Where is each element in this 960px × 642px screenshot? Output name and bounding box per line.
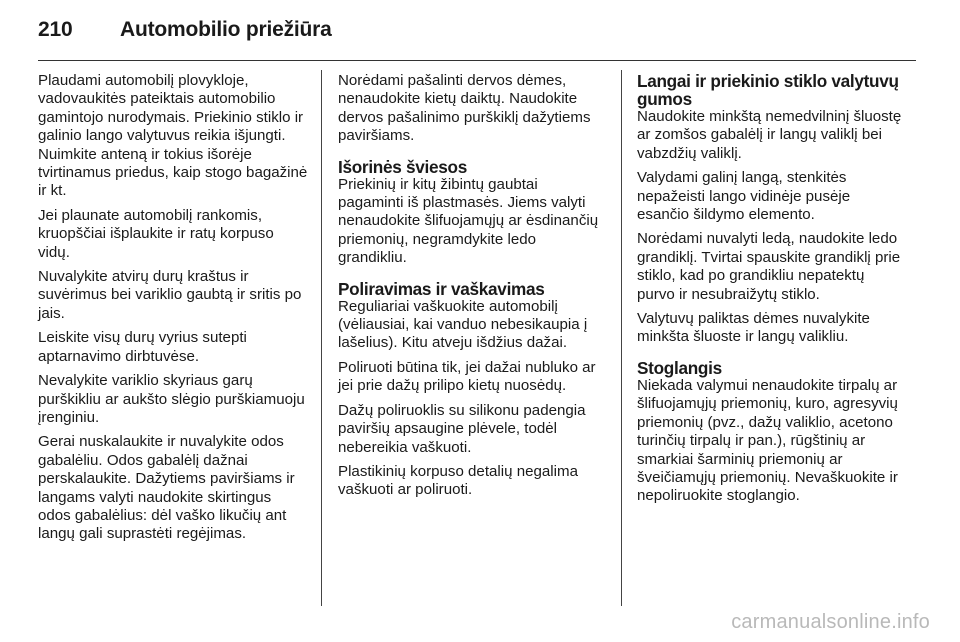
paragraph: Plaudami automobilį plovykloje, vadovaukitės pateiktais automobilio gamintojo nurodymais. Priekinio stiklo ir galinio lango valytuvus reikia išjungti. Nuimkite anteną ir tokius išorėje tvirtinamus priedus, kaip stogo bagažinė ir kt. bbox=[38, 72, 308, 200]
column-divider bbox=[621, 70, 622, 606]
paragraph: Valytuvų paliktas dėmes nuvalykite minkšta šluoste ir langų valikliu. bbox=[637, 310, 870, 346]
paragraph: Nevalykite variklio skyriaus garų purškikliu ar aukšto slėgio purškiamuoju įrenginiu. bbox=[38, 372, 305, 426]
paragraph: Plastikinių korpuso detalių negalima vaškuoti ar poliruoti. bbox=[338, 462, 578, 499]
paragraph: Naudokite minkštą nemedvilninį šluostę ar zomšos gabalėlį ir langų valiklį bei vabzdžių valiklį. bbox=[637, 108, 902, 162]
paragraph: Gerai nuskalaukite ir nuvalykite odos gabalėliu. Odos gabalėlį dažnai perskalaukite. Dažytiems paviršiams ir langams valyti naudokite skirtingus odos gabalėlius: dėl vaško likučių ant langų gali suprastėti regėjimas. bbox=[38, 433, 295, 543]
paragraph: Jei plaunate automobilį rankomis, kruopščiai išplaukite ir ratų korpuso vidų. bbox=[38, 206, 274, 261]
text-column-1 bbox=[38, 72, 308, 550]
page-title: Automobilio priežiūra bbox=[120, 18, 332, 41]
paragraph: Valydami galinį langą, stenkitės nepažeisti lango vidinėje pusėje esančio šildymo elemento. bbox=[637, 169, 851, 224]
paragraph: Leiskite visų durų vyrius sutepti aptarnavimo dirbtuvėse. bbox=[38, 329, 247, 365]
paragraph: Priekinių ir kitų žibintų gaubtai pagaminti iš plastmasės. Jiems valyti nenaudokite šlifuojamųjų ar ėsdinančių priemonių, negramdykite ledo grandikliu. bbox=[338, 175, 599, 267]
text-column-3 bbox=[637, 72, 905, 512]
section-heading-polishing: Poliravimas ir vaškavimas bbox=[338, 278, 545, 299]
watermark: carmanualsonline.info bbox=[731, 611, 930, 633]
column-divider bbox=[321, 70, 322, 606]
paragraph: Norėdami nuvalyti ledą, naudokite ledo grandiklį. Tvirtai spauskite grandiklį prie stiklo, kad po grandikliu nepatektų purvo ir nesubraižytų stiklo. bbox=[637, 230, 901, 303]
section-heading-exterior-lights: Išorinės šviesos bbox=[338, 156, 467, 177]
page-number: 210 bbox=[38, 18, 73, 41]
paragraph: Norėdami pašalinti dervos dėmes, nenaudokite kietų daiktų. Naudokite dervos pašalinimo purškiklį dažytiems paviršiams. bbox=[338, 72, 591, 145]
section-heading-sunroof: Stoglangis bbox=[637, 357, 722, 378]
paragraph: Niekada valymui nenaudokite tirpalų ar šlifuojamųjų priemonių, kuro, agresyvių priemonių (pvz., dažų valiklio, acetono turinčių tirpalų ir pan.), rūgštinių ar smarkiai šarminių priemonių ar šveičiamųjų priemonių. Nevaškuokite ir nepoliruokite stoglangio. bbox=[637, 376, 898, 505]
page-header bbox=[38, 14, 916, 61]
paragraph: Reguliariai vaškuokite automobilį (vėliausiai, kai vanduo nebesikaupia į lašelius). Kitu atveju išdžius dažai. bbox=[338, 297, 588, 352]
paragraph: Nuvalykite atvirų durų kraštus ir suvėrimus bei variklio gaubtą ir sritis po jais. bbox=[38, 268, 302, 322]
paragraph: Poliruoti būtina tik, jei dažai nubluko ar jei prie dažų prilipo kietų nuosėdų. bbox=[338, 358, 596, 395]
text-column-2 bbox=[338, 72, 606, 506]
section-heading-windows: Langai ir priekinio stiklo valytuvų gumos bbox=[637, 71, 899, 109]
paragraph: Dažų poliruoklis su silikonu padengia paviršių apsaugine plėvele, todėl nebereikia vaškuoti. bbox=[338, 401, 586, 456]
